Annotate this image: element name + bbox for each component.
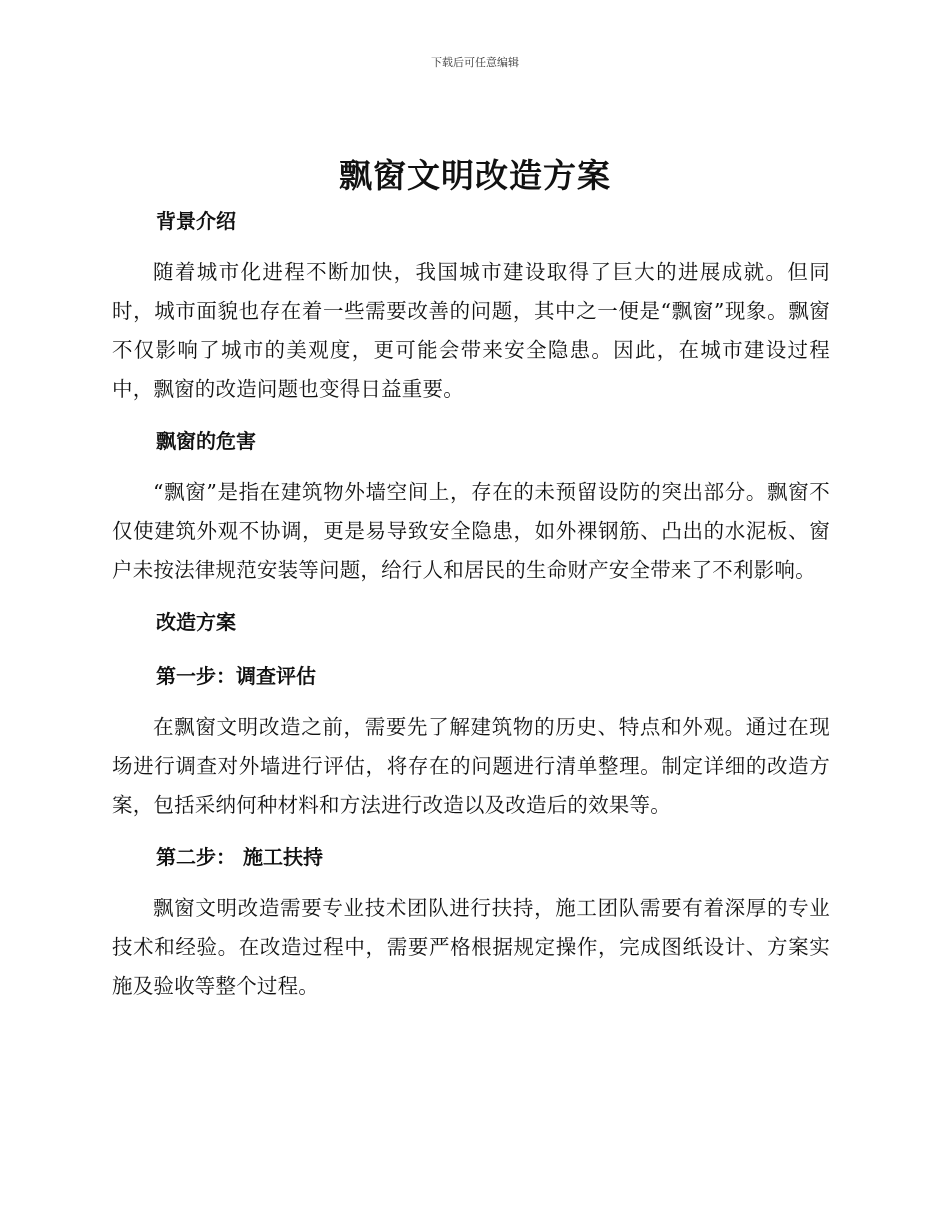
section-heading-plan: 改造方案 (156, 610, 236, 634)
section-heading-step2: 第二步： 施工扶持 (156, 845, 323, 869)
document-title: 飘窗文明改造方案 (339, 156, 611, 195)
section-paragraph-step2: 飘窗文明改造需要专业技术团队进行扶持，施工团队需要有着深厚的专业技术和经验。在改造过程中，需要严格根据规定操作，完成图纸设计、方案实施及验收等整个过程。 (112, 896, 830, 998)
section-paragraph-step1: 在飘窗文明改造之前，需要先了解建筑物的历史、特点和外观。通过在现场进行调查对外墙进行评估，将存在的问题进行清单整理。制定详细的改造方案，包括采纳何种材料和方法进行改造以及改造后的效果等。 (112, 715, 830, 817)
section-paragraph-harm: “飘窗”是指在建筑物外墙空间上，存在的未预留设防的突出部分。飘窗不仅使建筑外观不协调，更是易导致安全隐患，如外裸钢筋、凸出的水泥板、窗户未按法律规范安装等问题，给行人和居民的生命财产安全带来了不利影响。 (112, 480, 830, 582)
document-body (112, 203, 830, 1006)
section-heading-background: 背景介绍 (156, 209, 236, 233)
section-paragraph-background: 随着城市化进程不断加快，我国城市建设取得了巨大的进展成就。但同时，城市面貌也存在着一些需要改善的问题，其中之一便是“飘窗”现象。飘窗不仅影响了城市的美观度，更可能会带来安全隐患。因此，在城市建设过程中，飘窗的改造问题也变得日益重要。 (112, 260, 830, 401)
section-heading-step1: 第一步：调查评估 (156, 664, 316, 688)
page-header-note: 下载后可任意编辑 (431, 56, 519, 69)
section-heading-harm: 飘窗的危害 (156, 429, 256, 453)
